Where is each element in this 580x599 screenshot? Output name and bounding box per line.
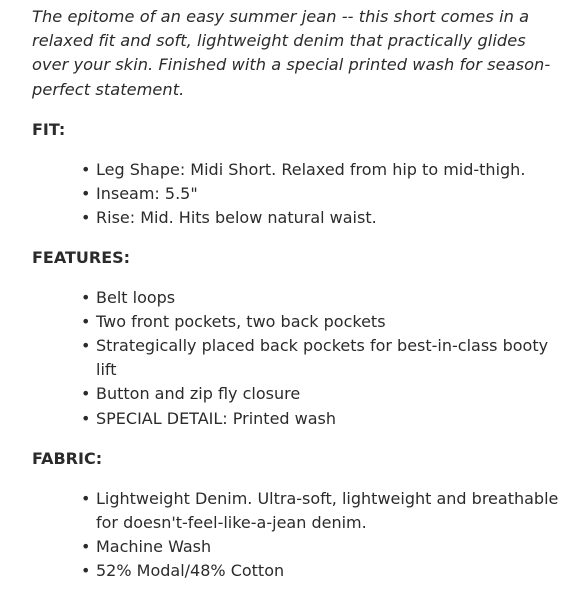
bullet-icon: • [81,384,91,404]
bullet-icon: • [81,408,91,428]
features-list [32,286,560,431]
list-item [81,559,560,583]
list-item [81,286,560,310]
list-item [81,334,560,382]
list-item-text: Two front pockets, two back pockets [96,312,386,332]
list-item-text: 52% Modal/48% Cotton [96,560,285,580]
product-description: The epitome of an easy summer jean -- this short comes in a relaxed fit and soft, lightweight denim that practically glides over your skin. Finished with a special printed wash for season-perfect statement. [32,7,551,99]
bullet-icon: • [81,336,91,356]
list-item [81,158,560,182]
list-item-text: Button and zip fly closure [96,384,301,404]
list-item-text: Belt loops [96,288,176,308]
features-heading: FEATURES: [32,248,131,268]
bullet-icon: • [81,288,91,308]
list-item-text: Inseam: 5.5" [96,183,198,203]
product-details [32,5,560,599]
fit-list [32,158,560,230]
fabric-heading: FABRIC: [32,448,103,468]
bullet-icon: • [81,488,91,508]
list-item [81,310,560,334]
list-item-text: Leg Shape: Midi Short. Relaxed from hip to mid-thigh. [96,159,526,179]
fit-heading: FIT: [32,119,66,139]
fabric-list [32,487,560,583]
list-item [81,407,560,431]
list-item [81,206,560,230]
list-item-text: Lightweight Denim. Ultra-soft, lightweight and breathable for doesn't-feel-like-a-jean denim. [96,488,559,532]
bullet-icon: • [81,312,91,332]
list-item-text: Strategically placed back pockets for best-in-class booty lift [96,336,549,380]
list-item-text: SPECIAL DETAIL: Printed wash [96,408,337,428]
list-item [81,487,560,535]
list-item [81,182,560,206]
list-item-text: Rise: Mid. Hits below natural waist. [96,208,377,227]
bullet-icon: • [81,183,91,203]
list-item [81,535,560,559]
bullet-icon: • [81,159,91,179]
list-item-text: Machine Wash [96,536,212,556]
bullet-icon: • [81,208,91,227]
bullet-icon: • [81,536,91,556]
list-item [81,382,560,406]
bullet-icon: • [81,560,91,580]
